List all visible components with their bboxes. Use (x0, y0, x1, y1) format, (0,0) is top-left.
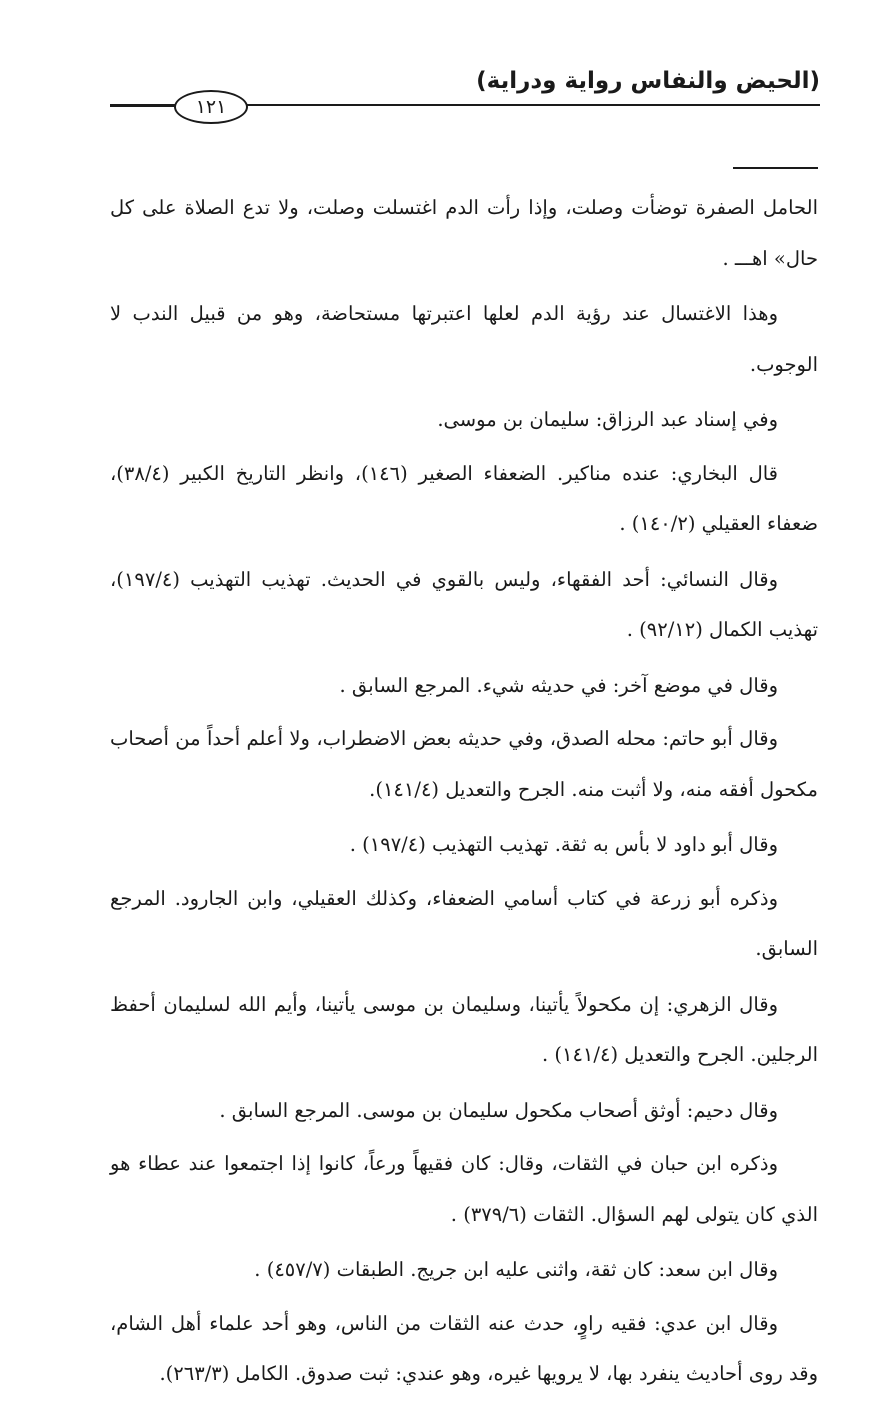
paragraph: وذكره ابن حبان في الثقات، وقال: كان فقيهاً ورعاً، كانوا إذا اجتمعوا عند عطاء هو الذي كان يتولى لهم السؤال. الثقات (٣٧٩/٦) . (110, 1152, 818, 1226)
page-number-badge (174, 90, 248, 124)
paragraph: الحامل الصفرة توضأت وصلت، وإذا رأت الدم اغتسلت وصلت، ولا تدع الصلاة على كل حال» اهـــ . (110, 196, 818, 270)
paragraph: وقال في موضع آخر: في حديثه شيء. المرجع السابق . (339, 673, 778, 697)
footnote-body (110, 183, 818, 1405)
footnote-separator (733, 167, 818, 169)
paragraph: وقال الزهري: إن مكحولاً يأتينا، وسليمان بن موسى يأتينا، وأيم الله لسليمان أحفظ الرجلين. الجرح والتعديل (١٤١/٤) . (110, 992, 818, 1066)
paragraph: وهذا الاغتسال عند رؤية الدم لعلها اعتبرتها مستحاضة، وهو من قبيل الندب لا الوجوب. (110, 302, 818, 376)
paragraph: وقال ابن عدي: فقيه راوٍ، حدث عنه الثقات من الناس، وهو أحد علماء أهل الشام، وقد روى أحاديث ينفرد بها، لا يرويها غيره، وهو عندي: ثبت صدوق. الكامل (٢٦٣/٣). (110, 1311, 818, 1385)
paragraph: وقال دحيم: أوثق أصحاب مكحول سليمان بن موسى. المرجع السابق . (219, 1098, 778, 1122)
paragraph: وذكره أبو زرعة في كتاب أسامي الضعفاء، وكذلك العقيلي، وابن الجارود. المرجع السابق. (110, 886, 818, 960)
paragraph: وقال ابن سعد: كان ثقة، واثنى عليه ابن جريج. الطبقات (٤٥٧/٧) . (254, 1258, 778, 1281)
paragraph: وقال أبو حاتم: محله الصدق، وفي حديثه بعض الاضطراب، ولا أعلم أحداً من أصحاب مكحول أفقه منه، ولا أثبت منه. الجرح والتعديل (١٤١/٤). (110, 727, 818, 801)
header-rule-left (110, 104, 178, 107)
paragraph: وقال أبو داود لا بأس به ثقة. تهذيب التهذيب (١٩٧/٤) . (349, 833, 778, 856)
header-rule (240, 104, 820, 106)
paragraph: قال البخاري: عنده مناكير. الضعفاء الصغير (١٤٦)، وانظر التاريخ الكبير (٣٨/٤)، ضعفاء العقيلي (١٤٠/٢) . (110, 461, 818, 535)
paragraph: وقال النسائي: أحد الفقهاء، وليس بالقوي في الحديث. تهذيب التهذيب (١٩٧/٤)، تهذيب الكمال (٩٢/١٢) . (110, 567, 818, 641)
paragraph: وفي إسناد عبد الرزاق: سليمان بن موسى. (437, 408, 778, 431)
running-title: (الحيض والنفاس رواية ودراية) (476, 68, 820, 94)
page-header (110, 60, 820, 130)
page-number: ١٢١ (195, 96, 227, 118)
